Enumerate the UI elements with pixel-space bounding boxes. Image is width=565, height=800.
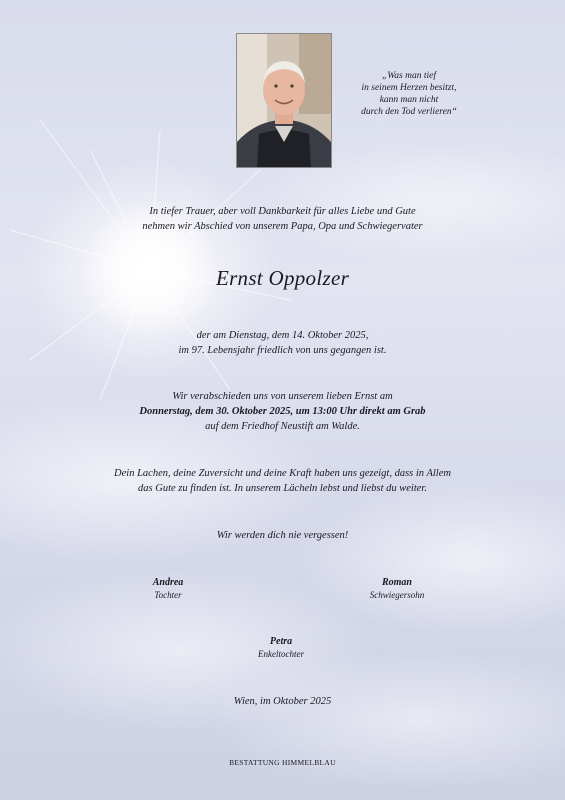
funeral-date-line: Donnerstag, dem 30. Oktober 2025, um 13:00 Uhr direkt am Grab — [139, 406, 426, 417]
portrait-photo — [236, 33, 332, 168]
mourner-andrea — [98, 576, 238, 602]
death-line: im 97. Lebensjahr friedlich von uns gegangen ist. — [178, 345, 387, 356]
mourner-roman — [327, 576, 467, 602]
farewell-line: Wir werden dich nie vergessen! — [216, 530, 349, 541]
death-line: der am Dienstag, dem 14. Oktober 2025, — [196, 330, 369, 341]
mourner-relation: Enkeltochter — [258, 649, 304, 659]
deceased-name: Ernst Oppolzer — [215, 266, 350, 290]
intro-line: nehmen wir Abschied von unserem Papa, Opa und Schwiegervater — [142, 221, 423, 232]
quote-block — [342, 70, 476, 118]
mourner-relation: Tochter — [154, 590, 182, 600]
intro-line: In tiefer Trauer, aber voll Dankbarkeit für alles Liebe und Gute — [149, 206, 416, 217]
quote-line: kann man nicht — [379, 95, 439, 105]
quote-line: „Was man tief — [381, 71, 437, 81]
funeral-place-line: auf dem Friedhof Neustift am Walde. — [205, 421, 360, 432]
mourner-petra — [211, 635, 351, 661]
funeral-home-name: BESTATTUNG HIMMELBLAU — [229, 758, 336, 767]
memory-line: Dein Lachen, deine Zuversicht und deine Kraft haben uns gezeigt, dass in Allem — [114, 468, 451, 479]
memory-line: das Gute zu finden ist. In unserem Lächeln lebst und liebst du weiter. — [138, 483, 427, 494]
mourner-relation: Schwiegersohn — [369, 590, 425, 600]
place-date: Wien, im Oktober 2025 — [233, 696, 332, 707]
mourner-name: Roman — [381, 577, 412, 588]
quote-line: durch den Tod verlieren“ — [361, 107, 457, 117]
mourner-name: Andrea — [152, 577, 184, 588]
quote-line: in seinem Herzen besitzt, — [361, 83, 457, 93]
funeral-line: Wir verabschieden uns von unserem lieben Ernst am — [172, 391, 393, 402]
mourner-name: Petra — [269, 636, 293, 647]
portrait-image — [237, 34, 331, 167]
